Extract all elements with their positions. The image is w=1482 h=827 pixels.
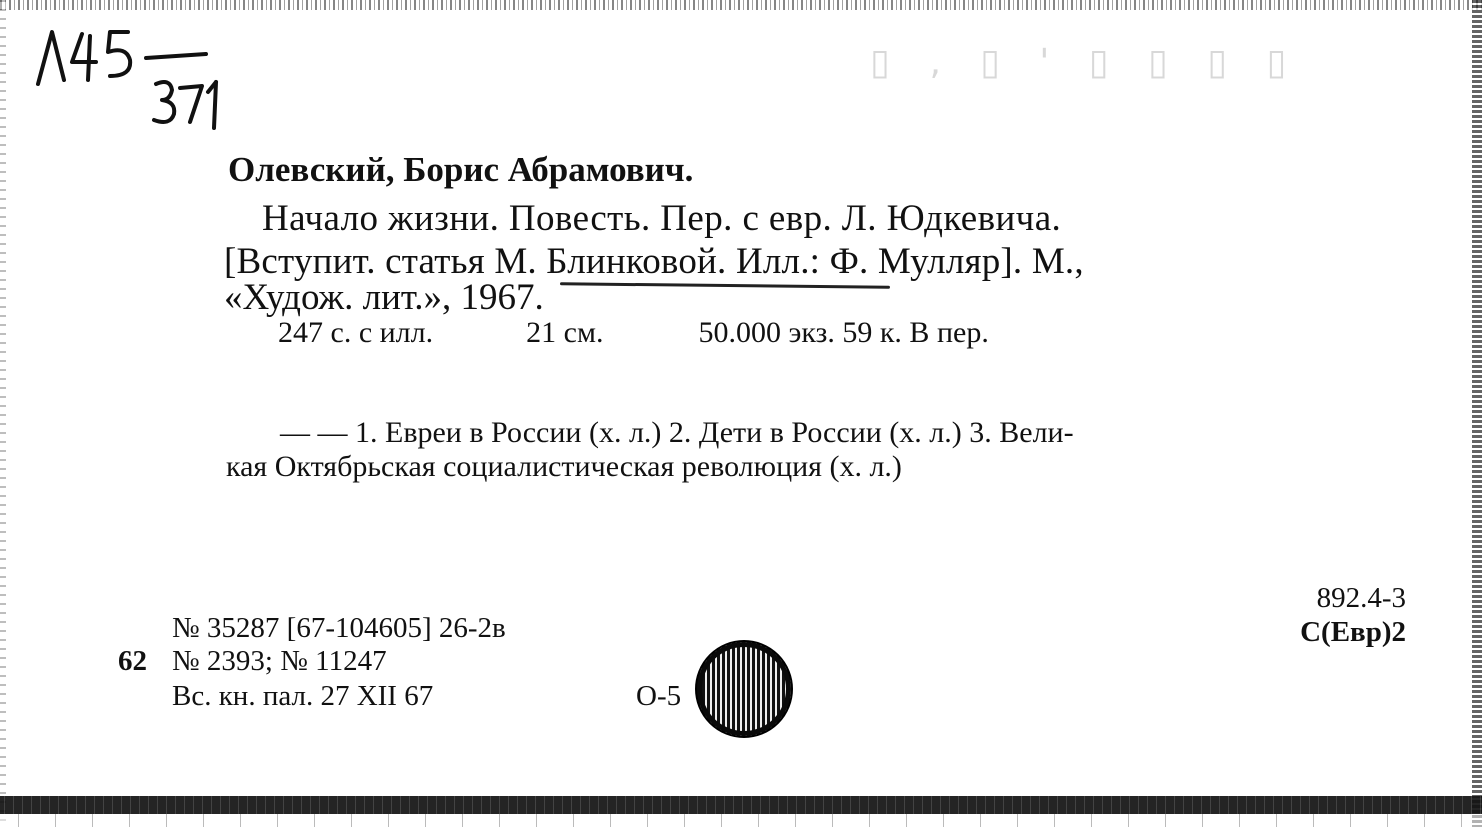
punch-hole	[695, 640, 793, 738]
subject-line-1: — — 1. Евреи в России (х. л.) 2. Дети в России (х. л.) 3. Вели-	[280, 416, 1074, 449]
description-line-2: [Вступит. статья М. Блинковой. Илл.: Ф. Мулляр]. М.,	[224, 241, 1084, 282]
card-left-edge	[0, 0, 6, 827]
description-line-3: «Худож. лит.», 1967.	[224, 277, 544, 318]
card-bottom-edge	[0, 796, 1482, 814]
registration-code: О-5	[636, 680, 682, 712]
bbk-index: С(Евр)2	[1300, 616, 1406, 648]
handwritten-shelf-mark	[30, 22, 250, 142]
registration-line-3: Вс. кн. пал. 27 XII 67	[172, 680, 434, 712]
pencil-underline	[560, 282, 890, 288]
author-heading: Олевский, Борис Абрамович.	[228, 150, 694, 189]
faint-stamp-mark: ▯ ‚ ▯ ' ▯ ▯ ▯ ▯	[870, 42, 1301, 83]
copies-and-price: 50.000 экз. 59 к. В пер.	[698, 316, 989, 349]
card-bottom-scan-noise	[0, 814, 1482, 827]
physical-description	[278, 316, 989, 350]
subject-line-2: кая Октябрьская социалистическая революция (х. л.)	[226, 450, 902, 483]
registration-line-1: № 35287 [67-104605] 26-2в	[172, 612, 506, 644]
pages-count: 247 с. с илл.	[278, 316, 434, 349]
registration-prefix: 62	[118, 645, 147, 677]
card-right-edge	[1472, 0, 1482, 827]
size-cm: 21 см.	[526, 316, 604, 349]
registration-line-2: № 2393; № 11247	[172, 645, 387, 677]
udc-index: 892.4-3	[1316, 582, 1406, 614]
description-line-1: Начало жизни. Повесть. Пер. с евр. Л. Юдкевича.	[262, 198, 1062, 239]
card-top-edge	[0, 0, 1482, 10]
